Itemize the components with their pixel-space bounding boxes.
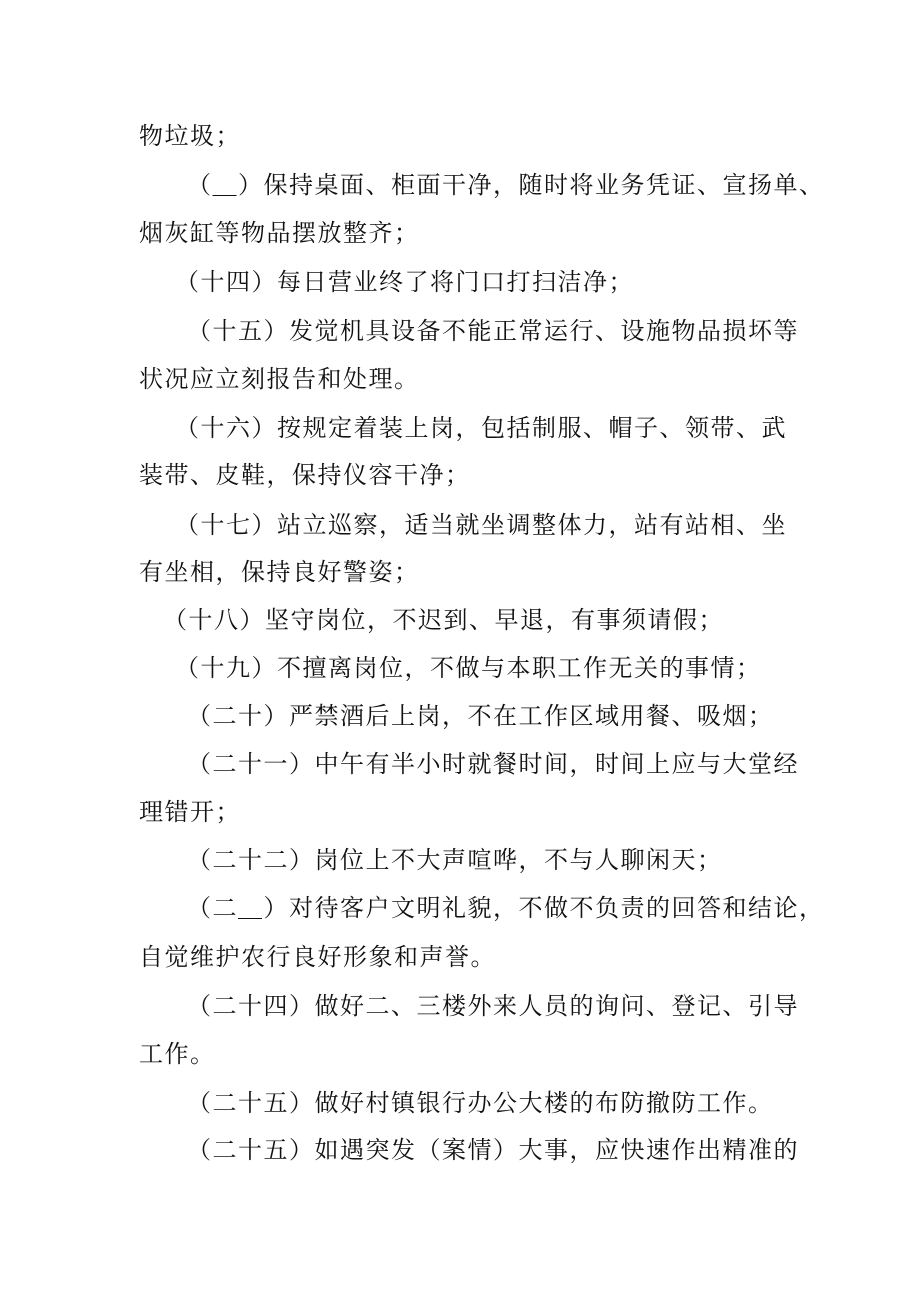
text-line-3: 烟灰缸等物品摆放整齐； — [139, 219, 420, 247]
text-line-10: 有坐相，保持良好警姿； — [139, 558, 420, 586]
text-line-15: 理错开； — [139, 798, 241, 826]
text-line-11: （十八）坚守岗位，不迟到、早退，有事须请假； — [163, 606, 724, 634]
text-line-7: （十六）按规定着装上岗，包括制服、帽子、领带、武 — [175, 414, 787, 442]
text-line-17: （二＿）对待客户文明礼貌，不做不负责的回答和结论， — [187, 894, 825, 922]
text-line-4: （十四）每日营业终了将门口打扫洁净； — [175, 268, 634, 296]
text-line-8: 装带、皮鞋，保持仪容干净； — [139, 461, 471, 489]
text-line-21: （二十五）做好村镇银行办公大楼的布防撤防工作。 — [187, 1089, 774, 1117]
text-line-22: （二十五）如遇突发（案情）大事，应快速作出精准的 — [187, 1136, 799, 1164]
text-line-12: （十九）不擅离岗位，不做与本职工作无关的事情； — [175, 654, 762, 682]
text-line-9: （十七）站立巡察，适当就坐调整体力，站有站相、坐 — [175, 511, 787, 539]
text-line-2: （＿）保持桌面、柜面干净，随时将业务凭证、宣扬单、 — [187, 171, 825, 199]
text-line-6: 状况应立刻报告和处理。 — [139, 365, 420, 393]
text-line-5: （十五）发觉机具设备不能正常运行、设施物品损坏等 — [187, 317, 799, 345]
text-line-14: （二十一）中午有半小时就餐时间，时间上应与大堂经 — [187, 750, 799, 778]
text-line-20: 工作。 — [139, 1040, 216, 1068]
text-line-16: （二十二）岗位上不大声喧哗，不与人聊闲天； — [187, 846, 723, 874]
text-line-18: 自觉维护农行良好形象和声誉。 — [139, 943, 496, 971]
text-line-1: 物垃圾； — [139, 122, 241, 150]
text-line-19: （二十四）做好二、三楼外来人员的询问、登记、引导 — [187, 992, 799, 1020]
text-line-13: （二十）严禁酒后上岗，不在工作区域用餐、吸烟； — [187, 702, 774, 730]
